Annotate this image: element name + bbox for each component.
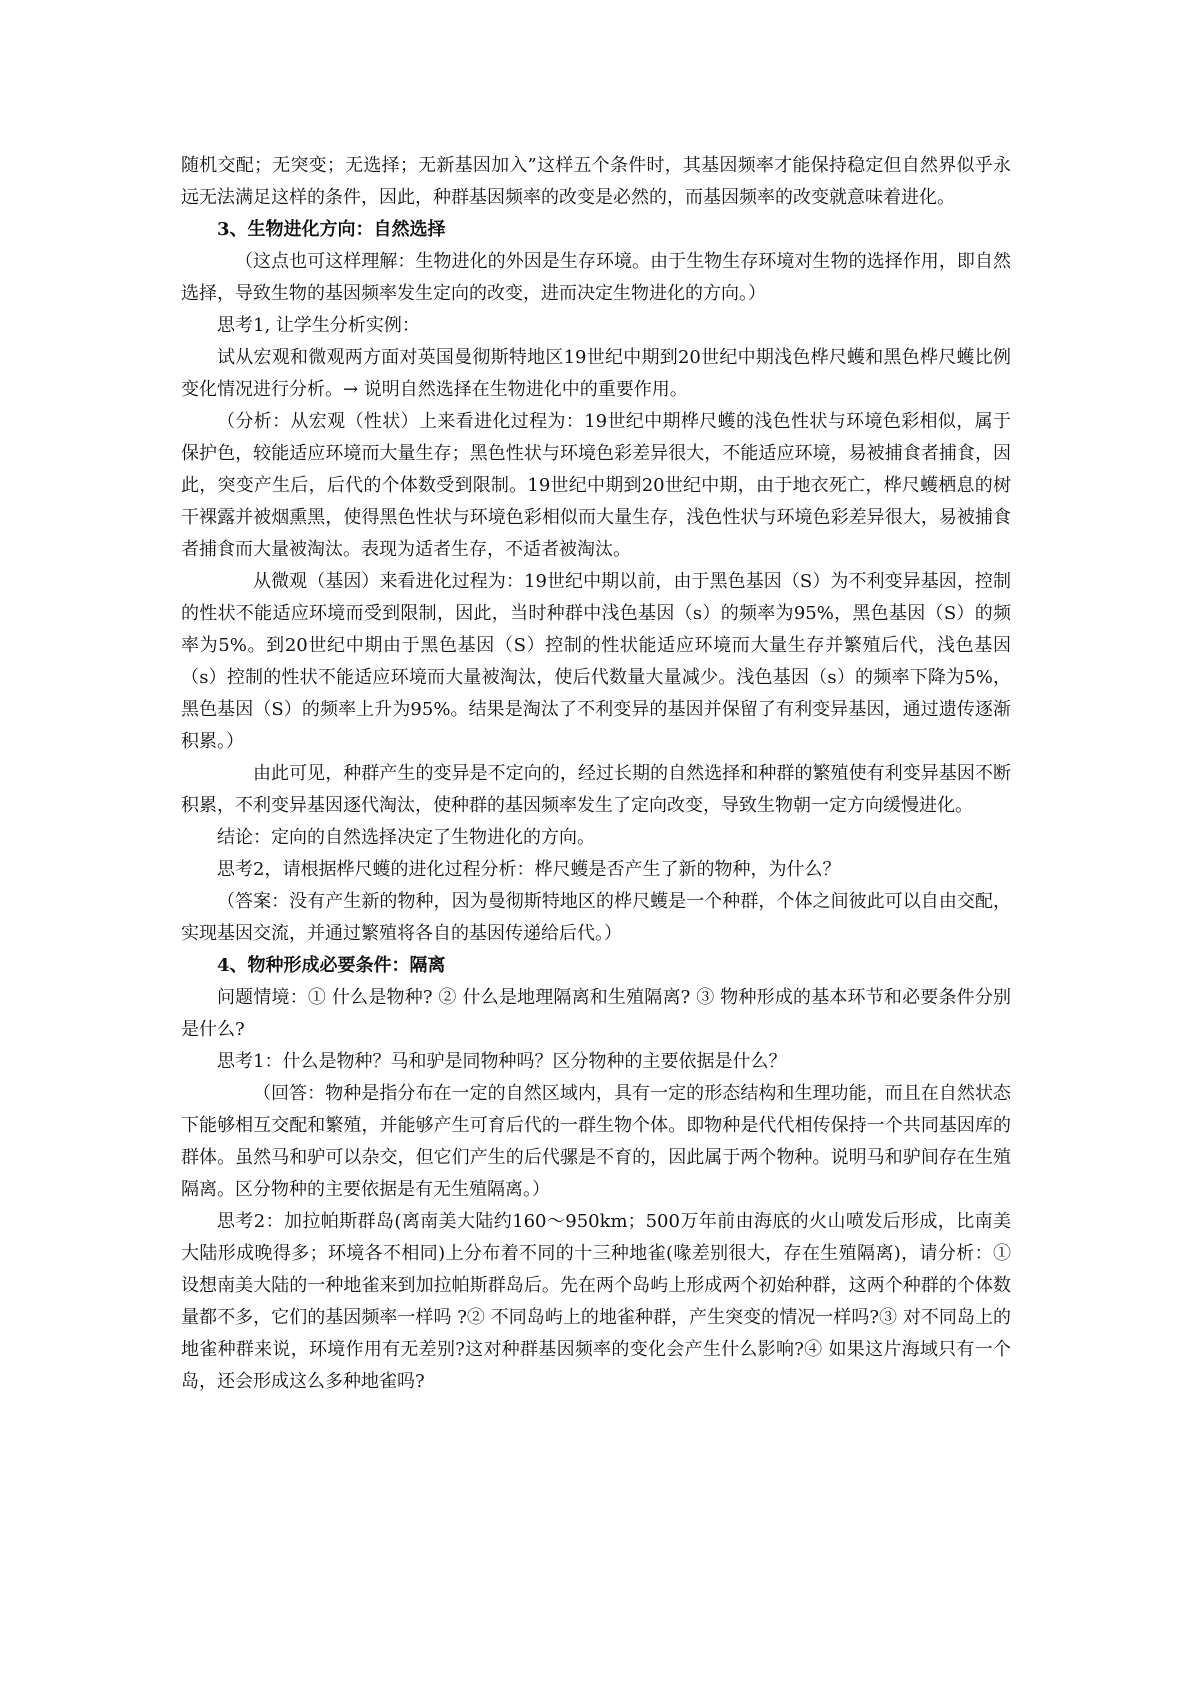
paragraph-conditions: 随机交配；无突变；无选择；无新基因加入”这样五个条件时，其基因频率才能保持稳定但自然界似乎永远无法满足这样的条件，因此，种群基因频率的改变是必然的，而基因频率的改变就意味着进化。	[181, 155, 1011, 208]
paragraph-think-2: 思考2，请根据桦尺蠖的进化过程分析：桦尺蠖是否产生了新的物种，为什么？	[217, 859, 841, 880]
section-heading-4: 4、物种形成必要条件：隔离	[217, 955, 446, 976]
paragraph-species-question: 思考1：什么是物种？马和驴是同物种吗？区分物种的主要依据是什么？	[217, 1051, 787, 1072]
paragraph-problem: 问题情境：① 什么是物种? ② 什么是地理隔离和生殖隔离? ③ 物种形成的基本环节和必要条件分别是什么?	[181, 987, 1011, 1040]
document-page	[181, 150, 1011, 1398]
paragraph-answer: （答案：没有产生新的物种，因为曼彻斯特地区的桦尺蠖是一个种群，个体之间彼此可以自由交配，实现基因交流，并通过繁殖将各自的基因传递给后代。）	[181, 891, 1011, 944]
paragraph-example: 试从宏观和微观两方面对英国曼彻斯特地区19世纪中期到20世纪中期浅色桦尺蠖和黑色桦尺蠖比例变化情况进行分析。→ 说明自然选择在生物进化中的重要作用。	[181, 347, 1011, 400]
paragraph-macro-analysis: （分析：从宏观（性状）上来看进化过程为：19世纪中期桦尺蠖的浅色性状与环境色彩相似，属于保护色，较能适应环境而大量生存；黑色性状与环境色彩差异很大，不能适应环境，易被捕食者捕食，因此，突变产生后，后代的个体数受到限制。19世纪中期到20世纪中期，由于地衣死亡，桦尺蠖栖息的树干裸露并被烟熏黑，使得黑色性状与环境色彩相似而大量生存，浅色性状与环境色彩差异很大，易被捕食者捕食而大量被淘汰。表现为适者生存，不适者被淘汰。	[181, 411, 1011, 560]
paragraph-understanding: （这点也可这样理解：生物进化的外因是生存环境。由于生物生存环境对生物的选择作用，即自然选择，导致生物的基因频率发生定向的改变，进而决定生物进化的方向。）	[181, 251, 1011, 304]
section-heading-3: 3、生物进化方向：自然选择	[217, 219, 446, 240]
paragraph-species-answer: （回答：物种是指分布在一定的自然区域内，具有一定的形态结构和生理功能，而且在自然状态下能够相互交配和繁殖，并能够产生可育后代的一群生物个体。即物种是代代相传保持一个共同基因库的群体。虽然马和驴可以杂交，但它们产生的后代骡是不育的，因此属于两个物种。说明马和驴间存在生殖隔离。区分物种的主要依据是有无生殖隔离。）	[181, 1083, 1011, 1200]
paragraph-summary: 由此可见，种群产生的变异是不定向的，经过长期的自然选择和种群的繁殖使有利变异基因不断积累，不利变异基因逐代淘汰，使种群的基因频率发生了定向改变，导致生物朝一定方向缓慢进化。	[181, 763, 1011, 816]
paragraph-conclusion: 结论：定向的自然选择决定了生物进化的方向。	[217, 827, 595, 848]
paragraph-micro-analysis: 从微观（基因）来看进化过程为：19世纪中期以前，由于黑色基因（S）为不利变异基因，控制的性状不能适应环境而受到限制，因此，当时种群中浅色基因（s）的频率为95%，黑色基因（S）的频率为5%。到20世纪中期由于黑色基因（S）控制的性状能适应环境而大量生存并繁殖后代，浅色基因（s）控制的性状不能适应环境而大量被淘汰，使后代数量大量减少。浅色基因（s）的频率下降为5%，黑色基因（S）的频率上升为95%。结果是淘汰了不利变异的基因并保留了有利变异基因，通过遗传逐渐积累。）	[181, 571, 1011, 752]
paragraph-think-1: 思考1, 让学生分析实例：	[217, 315, 420, 336]
paragraph-galapagos: 思考2：加拉帕斯群岛(离南美大陆约160～950km；500万年前由海底的火山喷发后形成，比南美大陆形成晚得多；环境各不相同)上分布着不同的十三种地雀(喙差别很大，存在生殖隔离)，请分析：①设想南美大陆的一种地雀来到加拉帕斯群岛后。先在两个岛屿上形成两个初始种群，这两个种群的个体数量都不多，它们的基因频率一样吗 ?② 不同岛屿上的地雀种群，产生突变的情况一样吗?③ 对不同岛上的地雀种群来说，环境作用有无差别?这对种群基因频率的变化会产生什么影响?④ 如果这片海域只有一个岛，还会形成这么多种地雀吗?	[181, 1211, 1011, 1392]
